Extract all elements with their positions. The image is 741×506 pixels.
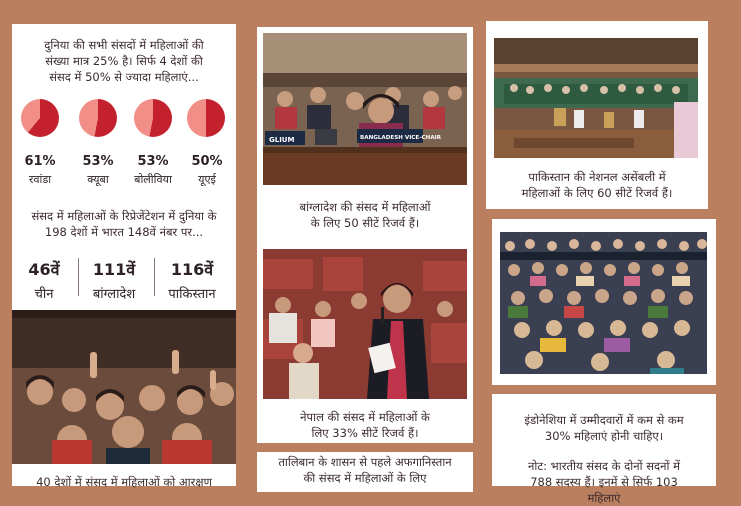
nepal-photo [263,249,467,399]
world-headline: दुनिया की सभी संसदों में महिलाओं की संख्या मात्र 25% है। सिर्फ 4 देशों की संसद में 50% से ज्यादा महिलाएं... [44,38,204,84]
bangladesh-photo [263,33,467,185]
card-nepal [257,245,473,443]
pie-bolivia [134,99,172,137]
indonesia-photo [500,232,707,374]
rank-headline: संसद में महिलाओं के रिप्रेजेंटेशन में दुनिया के 198 देशों में भारत 148वें नंबर पर... [31,209,217,239]
bangladesh-photo-art [263,33,467,185]
bangladesh-caption: बांग्लादेश की संसद में महिलाओं के लिए 50 सीटें रिजर्व हैं। [299,200,431,230]
rank-bangladesh-label: बांग्लादेश [92,287,136,302]
card-india-rank [12,202,236,310]
nepal-caption: नेपाल की संसद में महिलाओं के लिए 33% सीटें रिजर्व हैं। [300,410,430,440]
nepal-photo-art [263,249,467,399]
name-bolivia: बोलीविया [134,173,172,186]
rank-pakistan [152,258,232,302]
pct-rwanda: 61% [24,154,56,169]
raised-hands-photo [12,310,236,464]
name-uae: यूएई [198,173,216,186]
card-world-share [12,24,236,202]
pct-cuba: 53% [82,154,114,169]
rank-pakistan-label: पाकिस्तान [168,287,216,302]
pakistan-photo [494,38,698,158]
pie-cuba [79,99,117,137]
raised-hands-photo-art [12,310,236,464]
card-40-countries [12,310,236,489]
rank-china [4,258,84,302]
pct-bolivia: 53% [137,154,169,169]
card-indonesia-photo [492,219,716,385]
pie-rwanda [21,99,59,137]
name-rwanda: रवांडा [28,173,52,186]
card-bangladesh [257,27,473,245]
indonesia-photo-art [500,232,707,374]
sign-left-text: GLIUM [269,136,295,144]
pakistan-caption: पाकिस्तान की नेशनल असेंबली में महिलाओं के लिए 60 सीटें रिजर्व हैं। [521,170,673,200]
card-afghanistan [257,452,473,492]
rank-pakistan-value: 116वें [170,260,214,279]
rank-china-label: चीन [34,287,54,302]
rank-bangladesh [74,258,154,302]
name-cuba: क्यूबा [87,173,109,186]
reservation-40-caption: 40 देशों में संसद में महिलाओं को आरक्षण [36,475,212,489]
indonesia-caption: इंडोनेशिया में उम्मीदवारों में कम से कम 30% महिलाएं होनी चाहिए। [524,413,684,443]
pct-uae: 50% [191,154,223,169]
rank-china-value: 46वें [28,260,60,279]
pakistan-photo-art [494,38,698,158]
card-indonesia-note [492,394,716,505]
sign-right-text: BANGLADESH VICE-CHAIR [360,135,442,141]
rank-bangladesh-value: 111वें [92,260,136,279]
afghanistan-caption: तालिबान के शासन से पहले अफगानिस्तान की संसद में महिलाओं के लिए [278,455,452,485]
india-note: नोट: भारतीय संसद के दोनों सदनों में 788 सदस्य हैं। इनमें से सिर्फ 103 महिलाएं [528,459,680,505]
card-pakistan [486,21,708,209]
pie-uae [187,99,225,137]
